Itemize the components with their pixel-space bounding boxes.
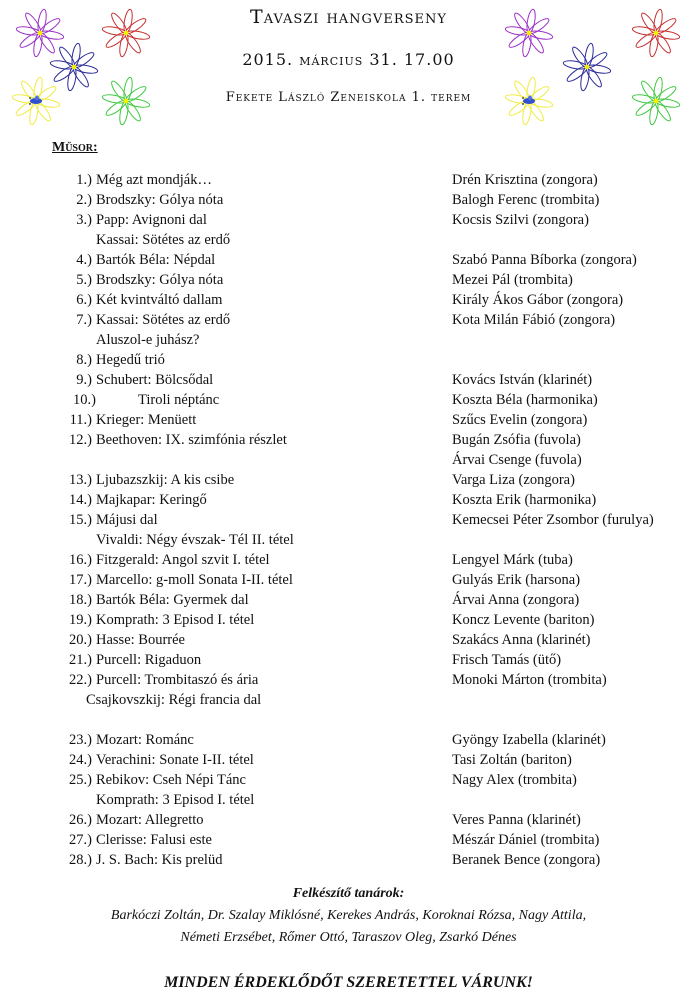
- performer: Kemecsei Péter Zsombor (furulya): [452, 512, 654, 528]
- welcome-message: MINDEN ÉRDEKLŐDŐT SZERETETTEL VÁRUNK!: [164, 974, 533, 991]
- piece-title: Beethoven: IX. szimfónia részlet: [96, 432, 287, 448]
- performer: Monoki Márton (trombita): [452, 672, 607, 688]
- program-row: [0, 650, 697, 670]
- performer: Koncz Levente (bariton): [452, 612, 595, 628]
- program-row: [0, 550, 697, 570]
- piece-title: Brodszky: Gólya nóta: [96, 272, 224, 288]
- petal: [528, 29, 553, 40]
- piece-title: Bartók Béla: Gyermek dal: [96, 592, 249, 608]
- item-number: 18.): [69, 592, 92, 608]
- performer: Árvai Csenge (fuvola): [452, 452, 582, 468]
- teachers-line-2: Németi Erzsébet, Rőmer Ottó, Taraszov Oleg, Zsarkó Dénes: [180, 930, 517, 945]
- item-number: 25.): [69, 772, 92, 788]
- concert-date: 2015. március 31. 17.00: [242, 50, 455, 69]
- program-row: [0, 470, 697, 490]
- item-number: 20.): [69, 632, 92, 648]
- performer: Szűcs Evelin (zongora): [452, 412, 588, 428]
- piece-title: Brodszky: Gólya nóta: [96, 192, 224, 208]
- teachers-title: Felkészítő tanárok:: [292, 886, 405, 901]
- piece-title: Mozart: Allegretto: [96, 812, 204, 828]
- program-heading: Műsor:: [52, 140, 98, 155]
- performer: Drén Krisztina (zongora): [452, 172, 598, 188]
- program-row: [0, 170, 697, 190]
- item-number: 10.): [73, 392, 96, 408]
- piece-title: Kassai: Sötétes az erdő: [96, 312, 231, 328]
- petal: [579, 66, 590, 91]
- program-row: [0, 830, 697, 850]
- program-row: [0, 730, 697, 750]
- program-row: [0, 370, 697, 390]
- item-number: 7.): [76, 312, 92, 328]
- program-row: [0, 450, 697, 470]
- item-number: 3.): [76, 212, 92, 228]
- performer: Kota Milán Fábió (zongora): [452, 312, 616, 328]
- item-number: 21.): [69, 652, 92, 668]
- piece-title: Hegedű trió: [96, 352, 165, 368]
- piece-title: Purcell: Trombitaszó és ária: [96, 672, 259, 688]
- item-number: 16.): [69, 552, 92, 568]
- performer: Balogh Ferenc (trombita): [452, 192, 600, 208]
- petal: [66, 66, 77, 91]
- program-row: [0, 350, 697, 370]
- concert-venue: Fekete László Zeneiskola 1. terem: [225, 90, 472, 105]
- program-row: [0, 810, 697, 830]
- performer: Bugán Zsófia (fuvola): [452, 432, 581, 448]
- program-row: [0, 590, 697, 610]
- performer: Mezei Pál (trombita): [452, 272, 573, 288]
- flower-center: [654, 31, 659, 36]
- program-row: [0, 790, 697, 810]
- teachers-line-1: Barkóczi Zoltán, Dr. Szalay Miklósné, Kerekes András, Koroknai Rózsa, Nagy Attila,: [110, 908, 587, 923]
- piece-title: Purcell: Rigaduon: [96, 652, 202, 668]
- program-row: [0, 490, 697, 510]
- piece-title: Komprath: 3 Episod I. tétel: [96, 612, 255, 628]
- piece-title: Schubert: Bölcsődal: [96, 372, 214, 388]
- performer: Gulyás Erik (harsona): [452, 572, 581, 588]
- piece-title: Kassai: Sötétes az erdő: [96, 232, 231, 248]
- program-row: [0, 290, 697, 310]
- item-number: 23.): [69, 732, 92, 748]
- performer: Koszta Béla (harmonika): [452, 392, 598, 408]
- item-number: 14.): [69, 492, 92, 508]
- piece-title: Mozart: Románc: [96, 732, 194, 748]
- program-row: [0, 750, 697, 770]
- performer: Frisch Tamás (ütő): [452, 652, 562, 668]
- piece-title: Tiroli néptánc: [138, 392, 220, 408]
- piece-title: Vivaldi: Négy évszak- Tél II. tétel: [96, 532, 294, 548]
- program-row: [0, 230, 697, 250]
- item-number: 12.): [69, 432, 92, 448]
- item-number: 4.): [76, 252, 92, 268]
- item-number: 28.): [69, 852, 92, 868]
- item-number: 27.): [69, 832, 92, 848]
- performer: Lengyel Márk (tuba): [452, 552, 573, 568]
- piece-title: Csajkovszkij: Régi francia dal: [86, 692, 262, 708]
- piece-title: Ljubazszkij: A kis csibe: [96, 472, 235, 488]
- program-row: [0, 610, 697, 630]
- program-row: [0, 250, 697, 270]
- flower-center: [124, 31, 129, 36]
- program-row: [0, 710, 697, 730]
- piece-title: Rebikov: Cseh Népi Tánc: [96, 772, 246, 788]
- piece-title: Marcello: g-moll Sonata I-II. tétel: [96, 572, 293, 588]
- program-row: [0, 670, 697, 690]
- piece-title: Hasse: Bourrée: [96, 632, 185, 648]
- concert-title: Tavaszi hangverseny: [250, 6, 447, 28]
- performer: Koszta Erik (harmonika): [452, 492, 597, 508]
- piece-title: Krieger: Menüett: [96, 412, 197, 428]
- item-number: 22.): [69, 672, 92, 688]
- petal: [655, 29, 680, 40]
- item-number: 2.): [76, 192, 92, 208]
- program-row: [0, 430, 697, 450]
- piece-title: J. S. Bach: Kis prelüd: [96, 852, 223, 868]
- performer: Király Ákos Gábor (zongora): [452, 292, 624, 308]
- performer: Varga Liza (zongora): [452, 472, 575, 488]
- item-number: 9.): [76, 372, 92, 388]
- item-number: 13.): [69, 472, 92, 488]
- piece-title: Clerisse: Falusi este: [96, 832, 212, 848]
- program-row: [0, 190, 697, 210]
- program-row: [0, 630, 697, 650]
- performer: Mészár Dániel (trombita): [452, 832, 600, 848]
- piece-title: Papp: Avignoni dal: [96, 212, 207, 228]
- program-row: [0, 770, 697, 790]
- item-number: 11.): [69, 412, 92, 428]
- program-row: [0, 310, 697, 330]
- program-row: [0, 410, 697, 430]
- piece-title: Még azt mondják…: [96, 172, 212, 188]
- piece-title: Májusi dal: [96, 512, 158, 528]
- item-number: 6.): [76, 292, 92, 308]
- program-row: [0, 390, 697, 410]
- piece-title: Fitzgerald: Angol szvit I. tétel: [96, 552, 270, 568]
- program-row: [0, 530, 697, 550]
- program-row: [0, 570, 697, 590]
- piece-title: Komprath: 3 Episod I. tétel: [96, 792, 255, 808]
- item-number: 19.): [69, 612, 92, 628]
- performer: Gyöngy Izabella (klarinét): [452, 732, 606, 748]
- performer: Kovács István (klarinét): [452, 372, 593, 388]
- performer: Szabó Panna Bíborka (zongora): [452, 252, 637, 268]
- item-number: 8.): [76, 352, 92, 368]
- program-row: [0, 690, 697, 710]
- flower-center: [38, 31, 43, 36]
- program-row: [0, 330, 697, 350]
- piece-title: Bartók Béla: Népdal: [96, 252, 216, 268]
- item-number: 26.): [69, 812, 92, 828]
- item-number: 15.): [69, 512, 92, 528]
- program-row: [0, 210, 697, 230]
- performer: Veres Panna (klarinét): [452, 812, 581, 828]
- performer: Nagy Alex (trombita): [452, 772, 577, 788]
- item-number: 1.): [76, 172, 92, 188]
- piece-title: Két kvintváltó dallam: [96, 292, 223, 308]
- performer: Tasi Zoltán (bariton): [452, 752, 572, 768]
- flower-center: [527, 31, 532, 36]
- item-number: 24.): [69, 752, 92, 768]
- program-row: [0, 850, 697, 870]
- performer: Szakács Anna (klarinét): [452, 632, 591, 648]
- performer: Beranek Bence (zongora): [452, 852, 601, 868]
- performer: Árvai Anna (zongora): [452, 592, 580, 608]
- item-number: 17.): [69, 572, 92, 588]
- piece-title: Verachini: Sonate I-II. tétel: [96, 752, 254, 768]
- piece-title: Aluszol-e juhász?: [96, 332, 200, 348]
- item-number: 5.): [76, 272, 92, 288]
- performer: Kocsis Szilvi (zongora): [452, 212, 589, 228]
- petal: [125, 29, 150, 40]
- piece-title: Majkapar: Keringő: [96, 492, 207, 508]
- program-row: [0, 510, 697, 530]
- program-row: [0, 270, 697, 290]
